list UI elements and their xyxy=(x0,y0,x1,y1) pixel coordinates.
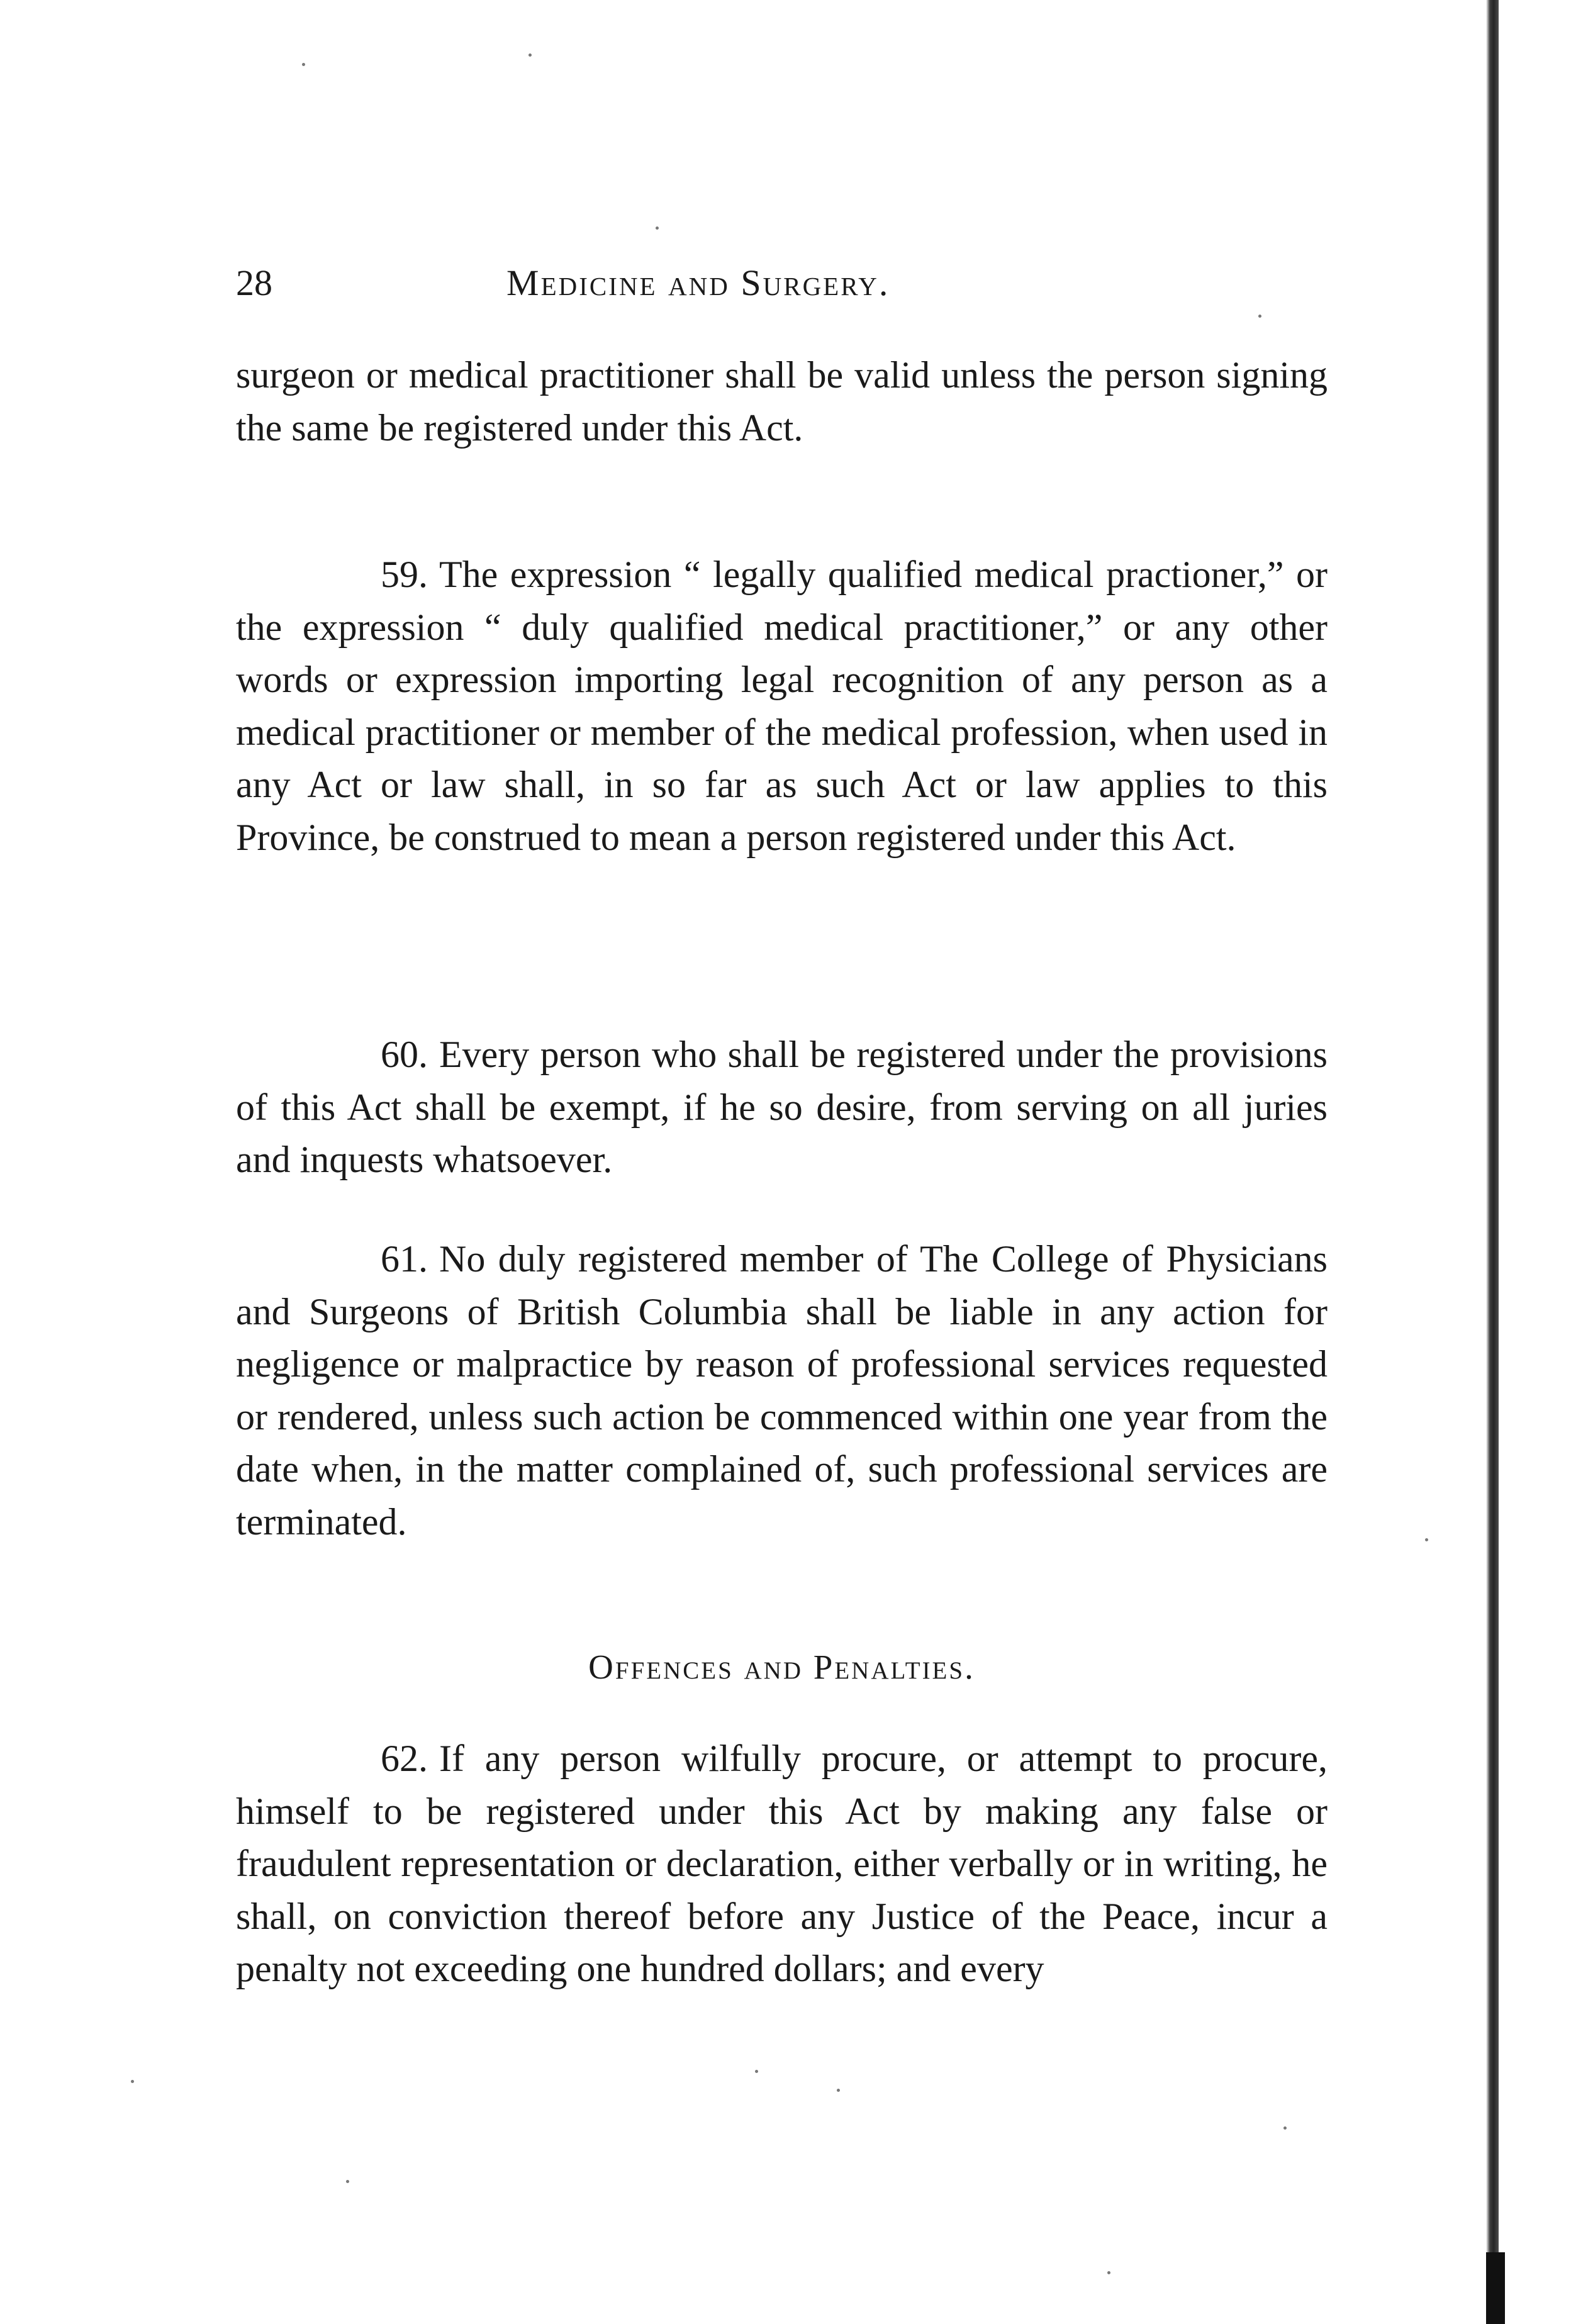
section-61-number: 61. xyxy=(381,1238,428,1280)
paper-speck xyxy=(302,63,305,66)
paper-speck xyxy=(755,2070,758,2073)
paper-speck xyxy=(131,2080,134,2083)
section-62-text: If any person wilfully procure, or attempt to procure, himself to be registered under this Act by making any false or fraudulent representation or declaration, either verbally or in writing, he shall, on conviction thereof before any Justice of the Peace, incur a penalty not exceeding one hundred dollars; and every xyxy=(236,1738,1328,1989)
paper-speck xyxy=(1258,315,1261,318)
binding-edge-dark-corner xyxy=(1486,2252,1505,2324)
paper-speck xyxy=(346,2180,349,2183)
page-number: 28 xyxy=(236,262,272,303)
section-59-text: The expression “ legally qualified medical practioner,” or the expression “ duly qualified medical practitioner,” or any other words or expression importing legal recognition of any person as a medical practitioner or member of the medical profession, when used in any Act or law shall, in so far as such Act or law applies to this Province, be construed to mean a person registered under this Act. xyxy=(236,554,1328,858)
section-60-text: Every person who shall be registered under the provisions of this Act shall be exempt, if he so desire, from serving on all juries and inquests whatsoever. xyxy=(236,1034,1328,1180)
section-60-number: 60. xyxy=(381,1034,428,1075)
paper-speck xyxy=(1283,2126,1287,2130)
section-61-paragraph xyxy=(236,1233,1328,1548)
section-60-paragraph xyxy=(236,1029,1328,1187)
section-62-number: 62. xyxy=(381,1738,428,1779)
paper-speck xyxy=(837,2089,840,2092)
running-head: Medicine and Surgery. xyxy=(506,262,890,303)
section-heading-offences: Offences and Penalties. xyxy=(588,1648,975,1686)
section-59-number: 59. xyxy=(381,554,428,595)
section-61-text: No duly registered member of The College of Physicians and Surgeons of British Columbia shall be liable in any action for negligence or malpractice by reason of professional services requested or rendered, unless such action be commenced within one year from the date when, in the matter complained of, such professional services are terminated. xyxy=(236,1238,1328,1543)
paper-speck xyxy=(1425,1538,1428,1541)
paper-speck xyxy=(656,226,659,230)
paper-speck xyxy=(528,53,532,57)
section-62-paragraph xyxy=(236,1733,1328,1996)
binding-edge-shadow xyxy=(1486,0,1499,2324)
continued-paragraph: surgeon or medical practitioner shall be valid unless the person signing the same be registered under this Act. xyxy=(236,354,1328,449)
paper-speck xyxy=(1107,2271,1110,2274)
page-header xyxy=(236,255,1328,311)
section-59-paragraph xyxy=(236,549,1328,864)
